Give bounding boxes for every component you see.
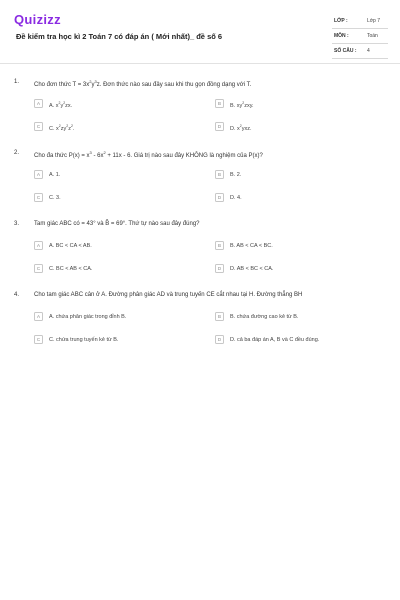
option-letter-box: B bbox=[215, 312, 224, 321]
option-text: C. chứa trung tuyến kẻ từ B. bbox=[49, 336, 119, 343]
option-text: D. cả ba đáp án A, B và C đều đúng. bbox=[230, 336, 320, 343]
info-row-subject bbox=[332, 29, 388, 44]
option-text: A. 1. bbox=[49, 171, 61, 178]
question-number: 2. bbox=[14, 150, 20, 156]
question-number: 1. bbox=[14, 79, 20, 85]
option-letter-box: D bbox=[215, 193, 224, 202]
question-text: Cho đơn thức $T = 3x^2y^3z$. Đơn thức nào sau đây sau khi thu gọn đồng dạng với T. bbox=[34, 79, 252, 88]
info-table bbox=[332, 14, 388, 59]
option-text: A. BC < CA < AB. bbox=[49, 242, 92, 249]
option-letter-box: D bbox=[215, 264, 224, 273]
info-key: SỐ CÂU : bbox=[334, 48, 357, 54]
option-letter-box: B bbox=[215, 99, 224, 108]
option-letter-box: C bbox=[34, 122, 43, 131]
option-letter-box: A bbox=[34, 241, 43, 250]
page-title: Đề kiểm tra học kì 2 Toán 7 có đáp án ( Mới nhất)_ đề số 6 bbox=[16, 32, 223, 41]
option-letter-box: B bbox=[215, 170, 224, 179]
option-text: B. AB < CA < BC. bbox=[230, 242, 273, 249]
option-letter-box: B bbox=[215, 241, 224, 250]
question-number: 4. bbox=[14, 292, 20, 298]
question-text: Cho tam giác ABC cân ở A. Đường phân giác AD và trung tuyến CE cắt nhau tại H. Đường thẳng BH bbox=[34, 292, 303, 298]
question-text: Cho đa thức $P(x) = x^3 - 6x^2 + 11x - 6$. Giá trị nào sau đây KHÔNG là nghiệm của P(x)? bbox=[34, 150, 263, 159]
option-letter-box: D bbox=[215, 122, 224, 131]
option-letter-box: C bbox=[34, 264, 43, 273]
option-letter-box: C bbox=[34, 193, 43, 202]
option-letter-box: A bbox=[34, 170, 43, 179]
option-text: C. $x^2zy^2z^2$. bbox=[49, 123, 75, 132]
info-key: LỚP : bbox=[334, 18, 348, 24]
option-text: A. $x^2y^2zx$. bbox=[49, 100, 73, 109]
question-number: 3. bbox=[14, 221, 20, 227]
option-letter-box: C bbox=[34, 335, 43, 344]
option-text: B. $xy^2zxy$. bbox=[230, 100, 254, 109]
info-row-class bbox=[332, 14, 388, 29]
info-value: Lớp 7 bbox=[367, 18, 381, 24]
info-value: Toán bbox=[367, 33, 378, 39]
option-letter-box: A bbox=[34, 312, 43, 321]
option-text: C. 3. bbox=[49, 194, 61, 201]
option-text: D. $x^2yxz$. bbox=[230, 123, 252, 132]
info-row-count bbox=[332, 44, 388, 59]
option-text: A. chứa phân giác trong đỉnh B. bbox=[49, 313, 127, 320]
info-value: 4 bbox=[367, 48, 370, 54]
quizizz-logo: Quizizz bbox=[14, 12, 61, 27]
header-divider bbox=[0, 63, 400, 64]
option-letter-box: A bbox=[34, 99, 43, 108]
option-letter-box: D bbox=[215, 335, 224, 344]
option-text: B. 2. bbox=[230, 171, 242, 178]
option-text: B. chứa đường cao kẻ từ B. bbox=[230, 313, 299, 320]
option-text: D. 4. bbox=[230, 194, 242, 201]
option-text: C. BC < AB < CA. bbox=[49, 265, 93, 272]
info-key: MÔN : bbox=[334, 33, 349, 39]
question-text: Tam giác ABC có = 43° và B̂ = 69°. Thứ tự nào sau đây đúng? bbox=[34, 221, 200, 227]
option-text: D. AB < BC < CA. bbox=[230, 265, 274, 272]
